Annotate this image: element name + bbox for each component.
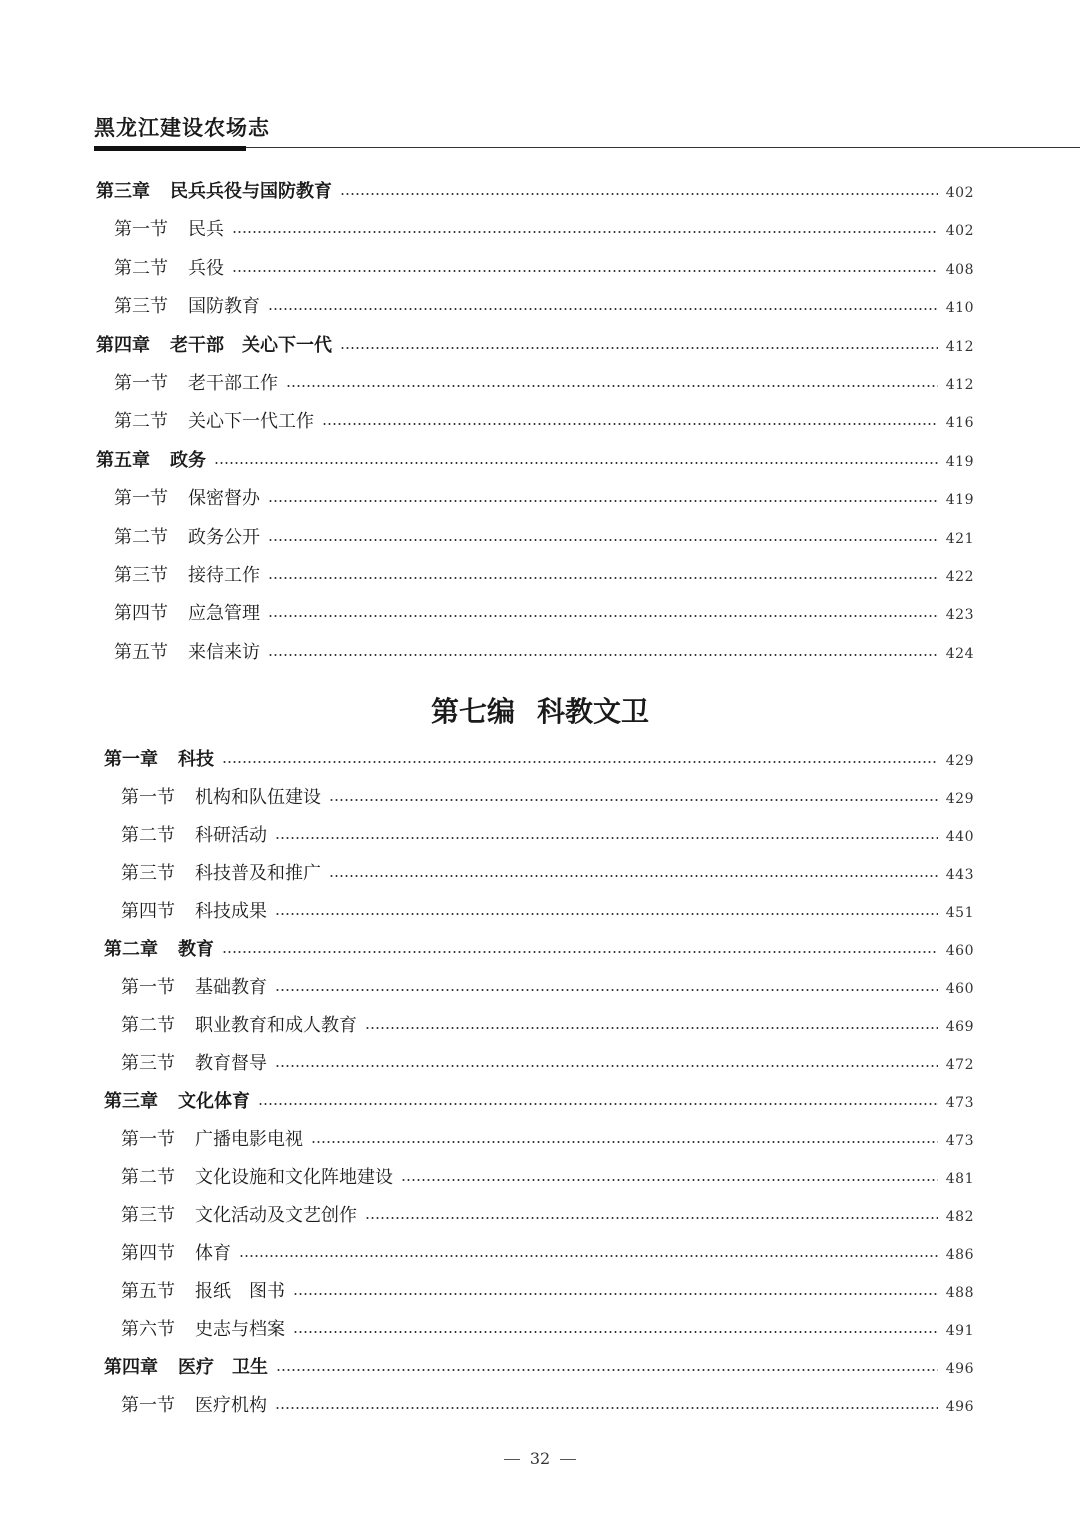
toc-chapter-row [104,933,974,967]
toc-label: 第一节 [121,787,175,808]
toc-section-row [121,971,974,1005]
toc-page-number: 473 [945,1133,974,1149]
toc-title: 教育督导 [195,1053,267,1074]
toc-title: 兵役 [188,257,224,279]
toc-page-number: 451 [945,905,974,921]
toc-label: 第二章 [104,939,158,960]
dot-leader [329,875,938,877]
toc-label: 第一节 [121,977,175,998]
toc-page-number: 419 [945,453,974,470]
dot-leader [365,1027,938,1029]
toc-page-number: 486 [945,1247,974,1263]
toc-section-row [121,1123,974,1157]
toc-chapter-row [96,329,974,363]
toc-label: 第三节 [114,565,168,586]
part-heading-label: 第七编 [430,695,515,728]
part-heading-title: 科教文卫 [537,695,650,728]
toc-title: 科技成果 [195,901,267,922]
toc-label: 第二节 [114,257,168,279]
dot-leader [275,1407,938,1409]
toc-label: 第二节 [121,825,175,846]
toc-section-row [121,1313,974,1347]
toc-page-number: 496 [945,1399,974,1415]
toc-page-number: 472 [945,1057,974,1073]
dot-leader [322,423,938,425]
toc-title: 政务 [170,449,206,471]
dot-leader [276,1369,938,1371]
toc-page-number: 460 [945,943,974,959]
toc-page-number: 423 [945,607,974,624]
toc-section-row [114,405,974,439]
dot-leader [293,1293,938,1295]
toc-page-number: 412 [945,377,974,393]
toc-label: 第三章 [96,181,150,202]
toc-page-number: 429 [945,791,974,807]
toc-title: 文化设施和文化阵地建设 [195,1167,393,1188]
toc-page-number: 443 [945,867,974,883]
dot-leader [239,1255,938,1257]
toc-label: 第三章 [104,1091,158,1112]
toc-section-row [114,482,974,516]
toc-label: 第四节 [121,901,175,922]
toc-section-row [121,1389,974,1423]
toc-title: 医疗 卫生 [178,1357,268,1378]
toc-page-number: 421 [945,530,974,547]
toc-page-number: 488 [945,1285,974,1301]
toc-title: 民兵 [188,219,224,241]
toc-page-number: 424 [945,645,974,662]
toc-page-number: 402 [945,223,974,240]
toc-section-row [121,1161,974,1195]
toc-section-row [114,252,974,286]
dot-leader [275,913,938,915]
toc-title: 应急管理 [188,603,260,625]
toc-label: 第二节 [121,1015,175,1036]
toc-label: 第一节 [121,1395,175,1416]
toc-label: 第五节 [121,1281,175,1302]
dot-leader [365,1217,938,1219]
toc-page-number: 496 [945,1361,974,1377]
toc-section-row [114,367,974,401]
toc-label: 第一节 [114,373,168,394]
toc-title: 报纸 图书 [195,1281,285,1302]
toc-title: 文化活动及文艺创作 [195,1205,357,1226]
toc-label: 第一节 [114,488,168,510]
dot-leader [293,1331,938,1333]
dot-leader [275,837,938,839]
toc-section-row [121,1047,974,1081]
dot-leader [258,1103,938,1105]
book-title: 黑龙江建设农场志 [94,115,270,140]
page-footer [0,1449,1080,1468]
toc-title: 科技普及和推广 [195,863,321,884]
toc-label: 第四节 [121,1243,175,1264]
toc-section-row [121,895,974,929]
dot-leader [340,193,938,195]
dot-leader [286,385,938,387]
toc-label: 第三节 [114,296,168,318]
toc-title: 医疗机构 [195,1395,267,1416]
toc-label: 第三节 [121,1053,175,1074]
toc-label: 第四章 [96,334,150,356]
toc-section-row [121,1237,974,1271]
toc-label: 第四章 [104,1357,158,1378]
page-number: 32 [529,1449,551,1468]
toc-section-row [114,290,974,324]
dot-leader [340,347,938,349]
toc-section-row [121,1275,974,1309]
toc-section-row [114,597,974,631]
toc-title: 国防教育 [188,296,260,318]
dot-leader [268,577,938,579]
toc-label: 第二节 [114,526,168,548]
toc-title: 民兵兵役与国防教育 [170,181,332,202]
toc-label: 第二节 [114,411,168,433]
toc-page-number: 473 [945,1095,974,1111]
toc-page-number: 410 [945,300,974,317]
toc-section-row [121,857,974,891]
toc-title: 接待工作 [188,565,260,586]
toc-section-row [121,1009,974,1043]
dot-leader [268,500,938,502]
toc-title: 史志与档案 [195,1319,285,1340]
toc-page-number: 412 [945,338,974,355]
dot-leader [232,231,938,233]
toc-page-number: 482 [945,1209,974,1225]
toc-label: 第一节 [121,1129,175,1150]
toc-page-number: 460 [945,981,974,997]
toc-label: 第五节 [114,641,168,663]
toc-section-row [121,1199,974,1233]
toc-page-number: 491 [945,1323,974,1339]
toc-section-row [114,213,974,247]
toc-section-row [121,819,974,853]
toc-label: 第二节 [121,1167,175,1188]
toc-title: 基础教育 [195,977,267,998]
toc-title: 关心下一代工作 [188,411,314,433]
toc-section-row [114,521,974,555]
toc-label: 第一节 [114,219,168,241]
toc-title: 来信来访 [188,641,260,663]
dot-leader [268,308,938,310]
toc-title: 保密督办 [188,488,260,510]
toc-page-number: 402 [945,185,974,201]
header-rule-thin [246,147,1080,148]
dot-leader [275,1065,938,1067]
dot-leader [222,951,938,953]
dot-leader [268,539,938,541]
toc-label: 第五章 [96,449,150,471]
toc-page-number: 440 [945,829,974,845]
toc-title: 科研活动 [195,825,267,846]
toc-page-number: 416 [945,415,974,432]
toc-title: 老干部 关心下一代 [170,334,332,356]
toc-chapter-row [104,743,974,777]
toc-section-row [114,636,974,670]
toc-page-number: 419 [945,492,974,509]
toc-title: 老干部工作 [188,373,278,394]
dot-leader [268,654,938,656]
toc-chapter-row [104,1351,974,1385]
toc-label: 第六节 [121,1319,175,1340]
toc-chapter-row [96,175,974,209]
toc-title: 政务公开 [188,526,260,548]
toc-title: 科技 [178,749,214,770]
toc-title: 机构和队伍建设 [195,787,321,808]
dot-leader [268,615,938,617]
part-heading [0,690,1080,730]
dot-leader [329,799,938,801]
toc-section-row [114,559,974,593]
toc-title: 广播电影电视 [195,1129,303,1150]
toc-page-number: 429 [945,753,974,769]
footer-dash-left [504,1459,520,1460]
toc-label: 第四节 [114,603,168,625]
toc-label: 第一章 [104,749,158,770]
toc-chapter-row [96,444,974,478]
toc-page-number: 422 [945,569,974,585]
dot-leader [232,270,938,272]
toc-chapter-row [104,1085,974,1119]
dot-leader [401,1179,938,1181]
toc-title: 教育 [178,939,214,960]
toc-page-number: 481 [945,1171,974,1187]
dot-leader [275,989,938,991]
dot-leader [214,462,938,464]
toc-title: 职业教育和成人教育 [195,1015,357,1036]
toc-page-number: 469 [945,1019,974,1035]
toc-section-row [121,781,974,815]
header-rule-thick [94,146,246,151]
toc-label: 第三节 [121,1205,175,1226]
dot-leader [311,1141,938,1143]
footer-dash-right [560,1459,576,1460]
toc-label: 第三节 [121,863,175,884]
toc-title: 文化体育 [178,1091,250,1112]
toc-title: 体育 [195,1243,231,1264]
dot-leader [222,761,938,763]
toc-page-number: 408 [945,261,974,278]
